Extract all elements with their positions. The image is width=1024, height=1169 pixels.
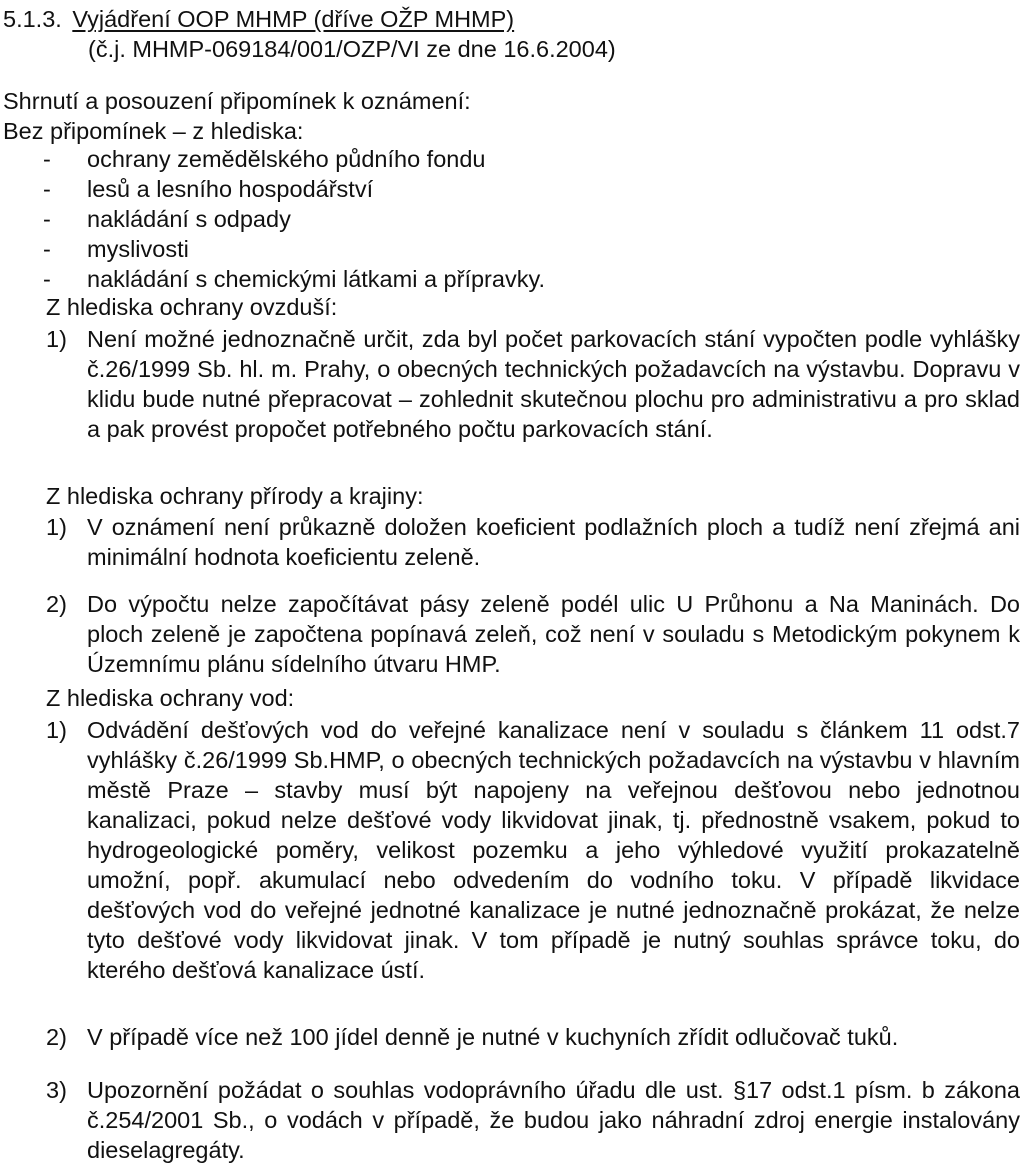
reference-number: (č.j. MHMP-069184/001/OZP/VI ze dne 16.6.2004) — [88, 36, 616, 62]
list-item-text: ochrany zemědělského půdního fondu — [87, 146, 486, 172]
list-item-text: nakládání s chemickými látkami a přípravky. — [87, 266, 545, 292]
numbered-item — [46, 1075, 1020, 1165]
item-number: 1) — [46, 326, 67, 352]
no-comments-intro: Bez připomínek – z hlediska: — [3, 118, 304, 144]
list-item — [43, 144, 485, 174]
summary-title: Shrnutí a posouzení připomínek k oznámení: — [3, 88, 471, 114]
item-number: 3) — [46, 1077, 67, 1103]
list-item-text: nakládání s odpady — [87, 206, 291, 232]
list-item — [43, 264, 545, 294]
item-text: V případě více než 100 jídel denně je nutné v kuchyních zřídit odlučovač tuků. — [87, 1024, 899, 1050]
list-item — [43, 234, 189, 264]
section-title: Vyjádření OOP MHMP (dříve OŽP MHMP) — [72, 6, 515, 32]
list-item-text: lesů a lesního hospodářství — [87, 176, 374, 202]
section-heading — [3, 4, 514, 34]
item-text: Odvádění dešťových vod do veřejné kanalizace není v souladu s článkem 11 odst.7 vyhlášky č.26/1999 Sb.HMP, o obecných technických požadavcích na výstavbu v hlavním městě Praze – stavby musí být napojeny na veřejnou dešťovou nebo jednotnou kanalizaci, pokud nelze dešťové vody likvidovat jinak, tj. přednostně vsakem, pokud to hydrogeologické poměry, velikost pozemku a jeho výhledové využití prokazatelně umožní, popř. akumulací nebo odvedením do vodního toku. V případě likvidace dešťových vod do veřejné jednotné kanalizace je nutné jednoznačně prokázat, že nelze tyto dešťové vody likvidovat jinak. V tom případě je nutný souhlas správce toku, do kterého dešťová kanalizace ústí. — [87, 717, 1020, 983]
list-dash: - — [43, 236, 51, 262]
item-text: V oznámení není průkazně doložen koeficient podlažních ploch a tudíž není zřejmá ani minimální hodnota koeficientu zeleně. — [87, 514, 1020, 570]
list-item-text: myslivosti — [87, 236, 189, 262]
list-item — [43, 204, 291, 234]
item-number: 2) — [46, 591, 67, 617]
list-dash: - — [43, 266, 51, 292]
air-protection-heading: Z hlediska ochrany ovzduší: — [46, 294, 338, 320]
numbered-item — [46, 1022, 1020, 1052]
item-number: 2) — [46, 1024, 67, 1050]
list-dash: - — [43, 206, 51, 232]
numbered-item — [46, 324, 1020, 444]
nature-protection-heading: Z hlediska ochrany přírody a krajiny: — [46, 483, 424, 509]
list-dash: - — [43, 176, 51, 202]
section-number: 5.1.3. — [3, 6, 62, 32]
water-protection-heading: Z hlediska ochrany vod: — [46, 685, 295, 711]
list-item — [43, 174, 373, 204]
item-text: Upozornění požádat o souhlas vodoprávního úřadu dle ust. §17 odst.1 písm. b zákona č.254/2001 Sb., o vodách v případě, že budou jako náhradní zdroj energie instalovány dieselagregáty. — [87, 1077, 1020, 1163]
item-text: Do výpočtu nelze započítávat pásy zeleně podél ulic U Průhonu a Na Maninách. Do ploch zeleně je započtena popínavá zeleň, což není v souladu s Metodickým pokynem k Územnímu plánu sídelního útvaru HMP. — [87, 591, 1020, 677]
item-text: Není možné jednoznačně určit, zda byl počet parkovacích stání vypočten podle vyhlášky č.26/1999 Sb. hl. m. Prahy, o obecných technických požadavcích na výstavbu. Dopravu v klidu bude nutné přepracovat – zohlednit skutečnou plochu pro administrativu a pro sklad a pak provést propočet potřebného počtu parkovacích stání. — [87, 326, 1020, 442]
item-number: 1) — [46, 514, 67, 540]
list-dash: - — [43, 146, 51, 172]
numbered-item — [46, 512, 1020, 572]
numbered-item — [46, 589, 1020, 679]
numbered-item — [46, 715, 1020, 985]
item-number: 1) — [46, 717, 67, 743]
